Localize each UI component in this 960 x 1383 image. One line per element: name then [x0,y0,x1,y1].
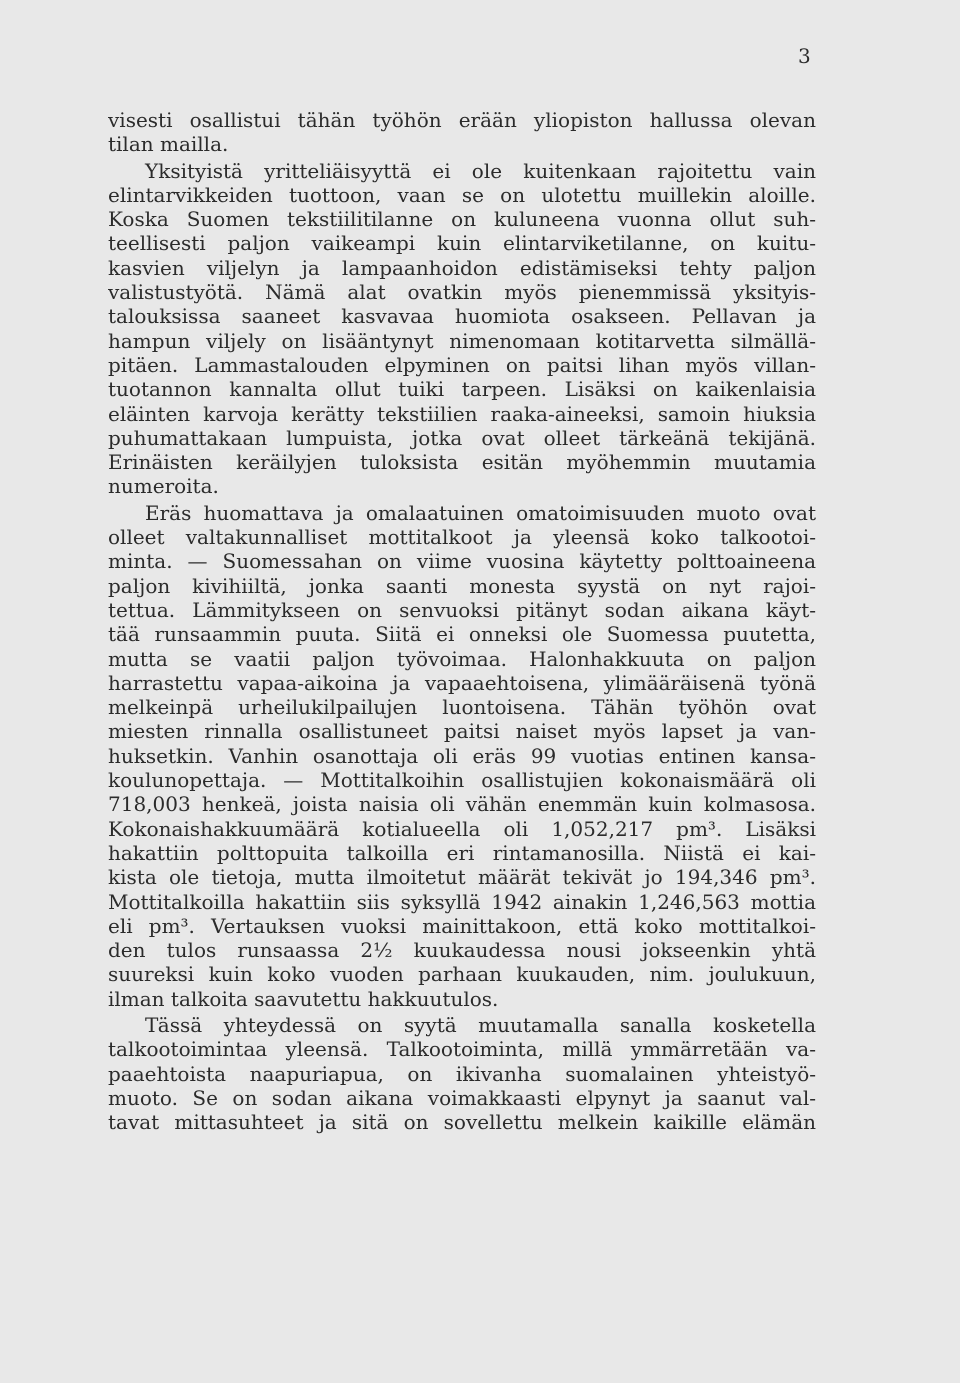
text-line: melkeinpä urheilukilpailujen luontoisena. Tähän työhön ovat [108,695,816,720]
text-line: Tässä yhteydessä on syytä muutamalla sanalla kosketella [145,1012,816,1037]
text-line: hampun viljely on lisääntynyt nimenomaan kotitarvetta silmällä- [108,328,816,353]
text-line: den tulos runsaassa 2½ kuukaudessa nousi jokseenkin yhtä [108,938,816,963]
text-line: elintarvikkeiden tuottoon, vaan se on ulotettu muillekin aloille. [108,182,816,207]
text-line: talouksissa saaneet kasvavaa huomiota osakseen. Pellavan ja [108,304,816,329]
text-line: minta. — Suomessahan on viime vuosina käytetty polttoaineena [108,549,816,574]
text-line: hakattiin polttopuita talkoilla eri rintamanosilla. Niistä ei kai- [108,840,816,865]
text-line: visesti osallistui tähän työhön erään yliopiston hallussa olevan [108,108,816,132]
text-line: Erinäisten keräilyjen tuloksista esitän myöhemmin muutamia [108,450,816,475]
paragraph [108,1013,816,1134]
text-line: suureksi kuin koko vuoden parhaan kuukauden, nim. joulukuun, [108,962,816,987]
text-line: puhumattakaan lumpuista, jotka ovat olleet tärkeänä tekijänä. [108,425,816,450]
text-line: paaehtoista naapuriapua, on ikivanha suomalainen yhteistyö- [108,1061,816,1086]
text-line: Kokonaishakkuumäärä kotialueella oli 1,052,217 pm³. Lisäksi [108,816,816,841]
text-line: numeroita. [108,474,219,499]
text-line: miesten rinnalla osallistuneet paitsi naiset myös lapset ja van- [108,719,816,744]
paragraph [108,159,816,499]
text-line: valistustyötä. Nämä alat ovatkin myös pienemmissä yksityis- [108,280,816,305]
text-line: Yksityistä yritteliäisyyttä ei ole kuitenkaan rajoitettu vain [145,158,816,183]
text-line: eli pm³. Vertauksen vuoksi mainittakoon, että koko mottitalkoi- [108,913,816,938]
text-line: pitäen. Lammastalouden elpyminen on paitsi lihan myös villan- [108,352,816,377]
page-number: 3 [798,44,812,68]
text-line: tettua. Lämmitykseen on senvuoksi pitänyt sodan aikana käyt- [108,597,816,622]
paragraph [108,501,816,1011]
text-line: harrastettu vapaa-aikoina ja vapaaehtoisena, ylimääräisenä työnä [108,670,816,695]
text-line: tää runsaammin puuta. Siitä ei onneksi ole Suomessa puutetta, [108,622,816,647]
body-text [108,108,816,1134]
text-line: paljon kivihiiltä, jonka saanti monesta syystä on nyt rajoi- [108,573,816,598]
paragraph [108,108,816,157]
text-line: olleet valtakunnalliset mottitalkoot ja yleensä koko talkootoi- [108,525,816,550]
text-line: Eräs huomattava ja omalaatuinen omatoimisuuden muoto ovat [145,500,816,525]
text-line: kista ole tietoja, mutta ilmoitetut määrät tekivät jo 194,346 pm³. [108,865,816,890]
text-line: huksetkin. Vanhin osanottaja oli eräs 99 vuotias entinen kansa- [108,743,816,768]
text-line: kasvien viljelyn ja lampaanhoidon edistämiseksi tehty paljon [108,255,816,280]
text-line: eläinten karvoja kerätty tekstiilien raaka-aineeksi, samoin hiuksia [108,401,816,426]
text-line: koulunopettaja. — Mottitalkoihin osallistujien kokonaismäärä oli [108,768,816,793]
text-line: tavat mittasuhteet ja sitä on sovellettu melkein kaikille elämän [108,1110,816,1135]
text-line: 718,003 henkeä, joista naisia oli vähän enemmän kuin kolmasosa. [108,792,816,817]
text-line: mutta se vaatii paljon työvoimaa. Halonhakkuuta on paljon [108,646,816,671]
text-line: talkootoimintaa yleensä. Talkootoiminta, millä ymmärretään va- [108,1037,816,1062]
text-line: teellisesti paljon vaikeampi kuin elintarviketilanne, on kuitu- [108,231,816,256]
text-line: ilman talkoita saavutettu hakkuutulos. [108,986,499,1011]
text-line: Koska Suomen tekstiilitilanne on kuluneena vuonna ollut suh- [108,207,816,232]
text-line: Mottitalkoilla hakattiin siis syksyllä 1942 ainakin 1,246,563 mottia [108,889,816,914]
text-line: muoto. Se on sodan aikana voimakkaasti elpynyt ja saanut val- [108,1085,816,1110]
text-line: tilan mailla. [108,132,229,157]
text-line: tuotannon kannalta ollut tuiki tarpeen. Lisäksi on kaikenlaisia [108,377,816,402]
